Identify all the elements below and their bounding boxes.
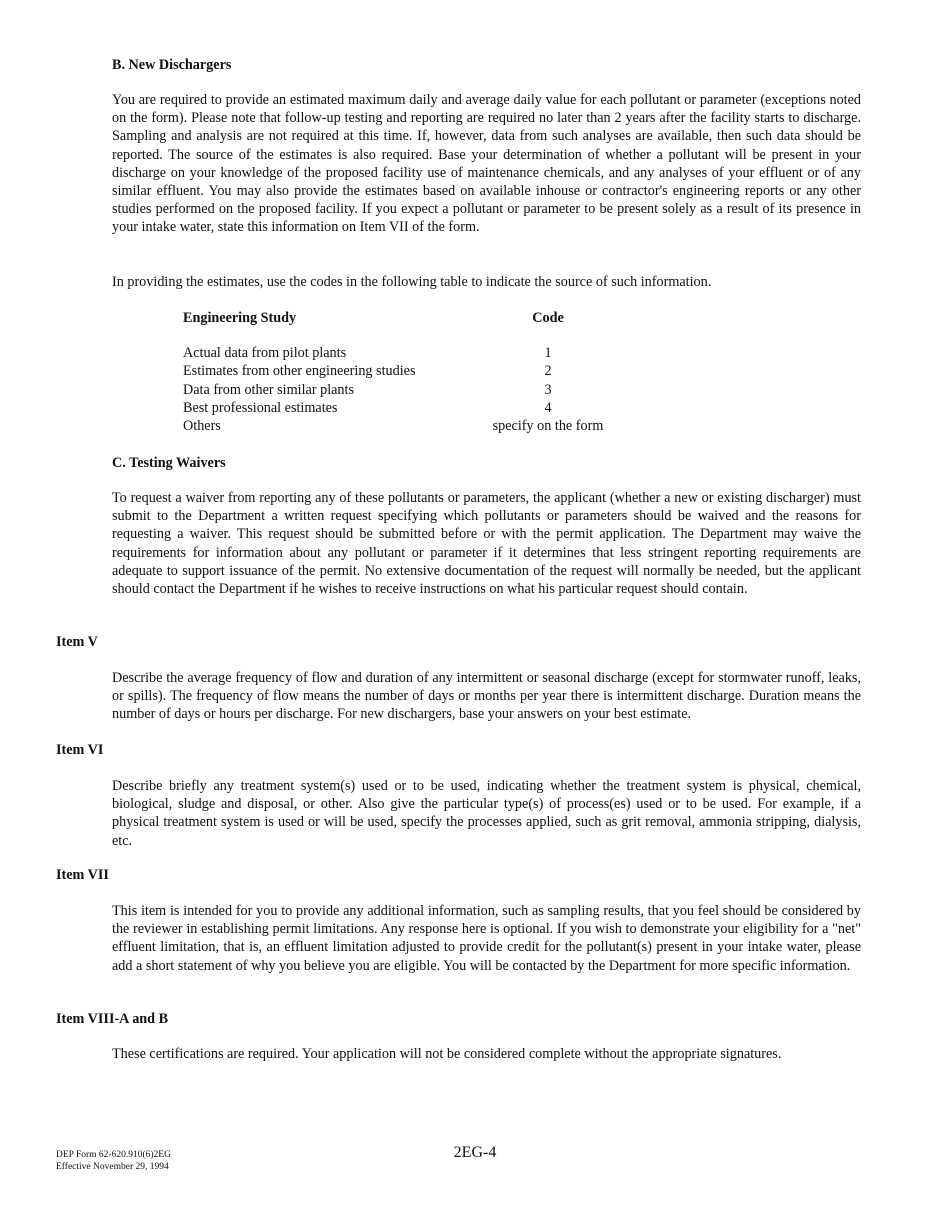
item-v-heading: Item V [56,634,98,650]
table-header-row [183,309,623,327]
form-footer [56,1149,171,1173]
table-row [183,399,623,417]
item-viii-paragraph: These certifications are required. Your application will not be considered complete without the appropriate signatures. [112,1046,782,1062]
table-cell-study: Others [183,417,221,434]
table-cell-study: Actual data from pilot plants [183,345,347,362]
table-cell-study: Data from other similar plants [183,381,354,398]
section-c-paragraph: To request a waiver from reporting any of these pollutants or parameters, the applicant (whether a new or existing discharger) must submit to the Department a written request specifying which pollutants or parameters should be waived and the reasons for requesting a waiver. This request should be submitted before or with the permit application. The Department may waive the requirements for information about any pollutant or parameter if it determines that less stringent reporting requirements are adequate to support issuance of the permit. No extensive documentation of the request will normally be needed, but the applicant should contact the Department if he wishes to receive instructions on what his particular request should contain. [112,490,861,598]
table-cell-code: 3 [544,381,552,398]
item-viii-heading: Item VIII-A and B [56,1011,169,1027]
table-cell-code: 2 [544,363,552,380]
item-vii-heading: Item VII [56,867,109,883]
source-codes-table [183,309,623,435]
table-header-code: Code [532,310,564,326]
table-header-study: Engineering Study [183,310,297,326]
table-cell-code: 4 [544,399,552,416]
form-number: DEP Form 62-620.910(6)2EG [56,1150,171,1160]
table-row [183,381,623,399]
table-cell-code: specify on the form [492,417,604,434]
table-row [183,362,623,380]
section-b-paragraph: You are required to provide an estimated maximum daily and average daily value for each pollutant or parameter (exceptions noted on the form). Please note that follow-up testing and reporting are required no later than 2 years after the facility starts to discharge. Sampling and analysis are not required at this time. If, however, data from such analyses are available, then such data should be reported. The source of the estimates is also required. Base your determination of whether a pollutant will be present in your discharge on your knowledge of the proposed facility use of maintenance chemicals, and any analyses of your effluent or of any similar effluent. You may also provide the estimates based on available inhouse or contractor's engineering reports or any other studies performed on the proposed facility. If you expect a pollutant or parameter to be present solely as a result of its presence in your intake water, state this information on Item VII of the form. [112,92,861,236]
section-b-table-intro: In providing the estimates, use the codes in the following table to indicate the source of such information. [112,274,712,290]
table-row [183,417,623,435]
table-row [183,344,623,362]
item-v-paragraph: Describe the average frequency of flow and duration of any intermittent or seasonal discharge (except for stormwater runoff, leaks, or spills). The frequency of flow means the number of days or months per year there is intermittent discharge. Duration means the number of days or hours per discharge. For new dischargers, base your answers on your best estimate. [112,670,861,723]
section-b-heading: B. New Dischargers [112,57,232,73]
section-c-heading: C. Testing Waivers [112,455,226,471]
item-vii-paragraph: This item is intended for you to provide any additional information, such as sampling results, that you feel should be considered by the reviewer in establishing permit limitations. Any response here is optional. If you wish to demonstrate your eligibility for a "net" effluent limitation, that is, an effluent limitation adjusted to provide credit for the pollutant(s) present in your intake water, please add a short statement of why you believe you are eligible. You will be contacted by the Department for more specific information. [112,903,861,974]
table-cell-code: 1 [544,345,552,362]
item-vi-paragraph: Describe briefly any treatment system(s) used or to be used, indicating whether the treatment system is physical, chemical, biological, sludge and disposal, or other. Also give the particular type(s) of process(es) used or to be used. For example, if a physical treatment system is used or will be used, specify the processes applied, such as grit removal, ammonia stripping, dialysis, etc. [112,778,861,849]
effective-date: Effective November 29, 1994 [56,1162,169,1172]
table-cell-study: Estimates from other engineering studies [183,363,416,380]
page-number: 2EG-4 [453,1144,497,1161]
table-cell-study: Best professional estimates [183,399,338,416]
item-vi-heading: Item VI [56,742,104,758]
